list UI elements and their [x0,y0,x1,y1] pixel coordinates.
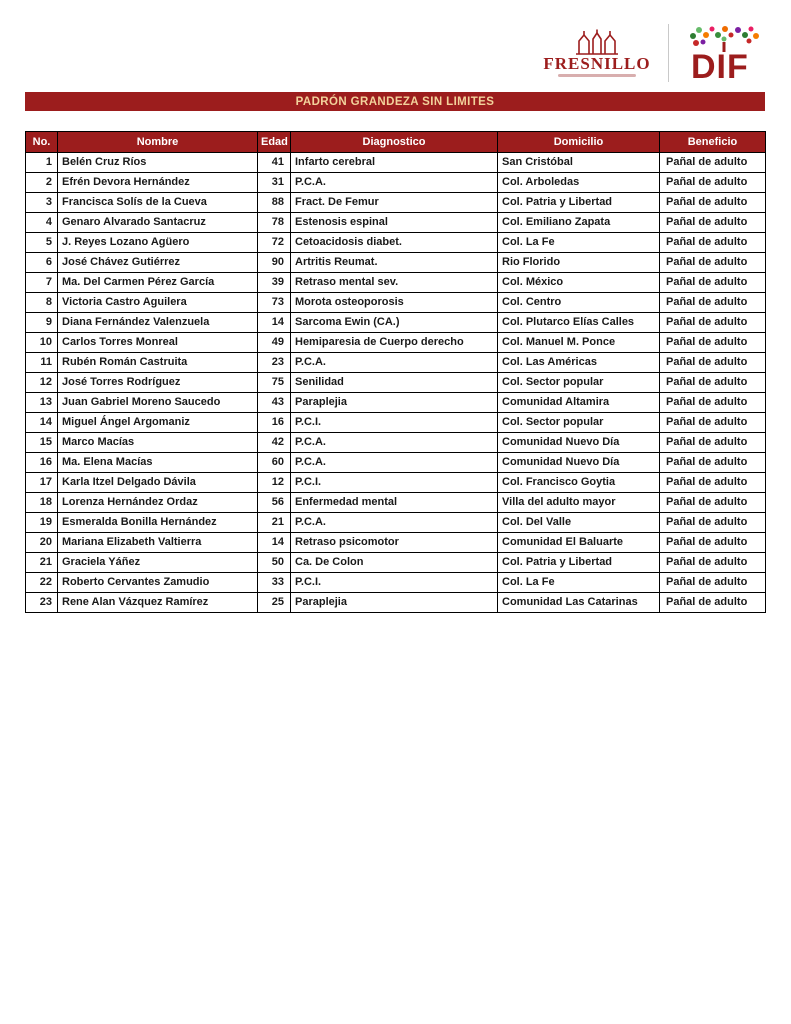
cell-diagnostico: Infarto cerebral [291,153,498,173]
cell-edad: 60 [258,453,291,473]
cell-nombre: Victoria Castro Aguilera [58,293,258,313]
column-header-nombre: Nombre [58,132,258,153]
cell-no: 21 [26,553,58,573]
cell-beneficio: Pañal de adulto [660,293,766,313]
cell-nombre: Roberto Cervantes Zamudio [58,573,258,593]
cell-beneficio: Pañal de adulto [660,333,766,353]
table-row [26,273,766,293]
column-header-beneficio: Beneficio [660,132,766,153]
cell-beneficio: Pañal de adulto [660,193,766,213]
cell-no: 12 [26,373,58,393]
cell-no: 6 [26,253,58,273]
cell-edad: 75 [258,373,291,393]
column-header-domicilio: Domicilio [498,132,660,153]
header-logos [542,22,763,84]
table-row [26,513,766,533]
cell-edad: 41 [258,153,291,173]
cell-edad: 23 [258,353,291,373]
cell-edad: 21 [258,513,291,533]
cell-nombre: Marco Macías [58,433,258,453]
table-row [26,433,766,453]
cell-nombre: Rubén Román Castruita [58,353,258,373]
cell-no: 22 [26,573,58,593]
table-row [26,493,766,513]
cell-domicilio: Col. Patria y Libertad [498,553,660,573]
cell-domicilio: Col. La Fe [498,233,660,253]
table-row [26,293,766,313]
cell-no: 14 [26,413,58,433]
logo-divider [668,24,669,82]
cell-edad: 90 [258,253,291,273]
cell-domicilio: Comunidad El Baluarte [498,533,660,553]
fresnillo-wordmark: FRESNILLO [543,53,651,73]
cell-diagnostico: Estenosis espinal [291,213,498,233]
cell-no: 20 [26,533,58,553]
cell-diagnostico: P.C.A. [291,173,498,193]
cell-diagnostico: Ca. De Colon [291,553,498,573]
cell-nombre: Esmeralda Bonilla Hernández [58,513,258,533]
cell-edad: 72 [258,233,291,253]
cell-no: 7 [26,273,58,293]
cell-no: 18 [26,493,58,513]
cell-nombre: Genaro Alvarado Santacruz [58,213,258,233]
table-row [26,553,766,573]
cell-domicilio: Col. Del Valle [498,513,660,533]
cell-edad: 49 [258,333,291,353]
table-row [26,453,766,473]
cell-nombre: Carlos Torres Monreal [58,333,258,353]
cell-edad: 78 [258,213,291,233]
cell-edad: 50 [258,553,291,573]
table-row [26,233,766,253]
cell-domicilio: Col. Francisco Goytia [498,473,660,493]
cell-nombre: Belén Cruz Ríos [58,153,258,173]
cell-beneficio: Pañal de adulto [660,373,766,393]
cell-beneficio: Pañal de adulto [660,393,766,413]
cell-edad: 14 [258,533,291,553]
table-row [26,473,766,493]
cell-diagnostico: Retraso mental sev. [291,273,498,293]
cell-domicilio: Col. Sector popular [498,373,660,393]
cell-nombre: Lorenza Hernández Ordaz [58,493,258,513]
banner-title: PADRÓN GRANDEZA SIN LIMITES [25,92,765,111]
fresnillo-building-icon [575,29,619,55]
cell-domicilio: Rio Florido [498,253,660,273]
table-row [26,173,766,193]
cell-nombre: Ma. Del Carmen Pérez García [58,273,258,293]
cell-domicilio: Comunidad Las Catarinas [498,593,660,613]
cell-nombre: Ma. Elena Macías [58,453,258,473]
cell-no: 19 [26,513,58,533]
cell-nombre: Miguel Ángel Argomaniz [58,413,258,433]
cell-no: 23 [26,593,58,613]
cell-nombre: Rene Alan Vázquez Ramírez [58,593,258,613]
cell-nombre: Graciela Yáñez [58,553,258,573]
cell-no: 10 [26,333,58,353]
cell-diagnostico: Retraso psicomotor [291,533,498,553]
cell-edad: 88 [258,193,291,213]
cell-diagnostico: P.C.A. [291,453,498,473]
fresnillo-tagline [558,74,636,77]
table-row [26,573,766,593]
cell-beneficio: Pañal de adulto [660,313,766,333]
table-row [26,393,766,413]
cell-diagnostico: P.C.A. [291,513,498,533]
cell-edad: 73 [258,293,291,313]
column-header-edad: Edad [258,132,291,153]
cell-beneficio: Pañal de adulto [660,353,766,373]
cell-no: 4 [26,213,58,233]
cell-edad: 14 [258,313,291,333]
cell-domicilio: San Cristóbal [498,153,660,173]
cell-beneficio: Pañal de adulto [660,433,766,453]
cell-beneficio: Pañal de adulto [660,473,766,493]
cell-diagnostico: Fract. De Femur [291,193,498,213]
cell-beneficio: Pañal de adulto [660,233,766,253]
table-row [26,593,766,613]
cell-domicilio: Col. Emiliano Zapata [498,213,660,233]
cell-beneficio: Pañal de adulto [660,513,766,533]
cell-beneficio: Pañal de adulto [660,593,766,613]
cell-domicilio: Col. Sector popular [498,413,660,433]
table-row [26,253,766,273]
cell-no: 5 [26,233,58,253]
table-row [26,313,766,333]
cell-domicilio: Comunidad Nuevo Día [498,433,660,453]
table-header-row [26,132,766,153]
fresnillo-logo [542,29,652,78]
table-row [26,213,766,233]
cell-domicilio: Col. La Fe [498,573,660,593]
cell-edad: 25 [258,593,291,613]
cell-beneficio: Pañal de adulto [660,453,766,473]
cell-nombre: Mariana Elizabeth Valtierra [58,533,258,553]
cell-diagnostico: P.C.A. [291,353,498,373]
cell-no: 15 [26,433,58,453]
cell-beneficio: Pañal de adulto [660,573,766,593]
table-row [26,533,766,553]
cell-no: 8 [26,293,58,313]
cell-no: 2 [26,173,58,193]
cell-edad: 16 [258,413,291,433]
cell-domicilio: Col. Plutarco Elías Calles [498,313,660,333]
cell-edad: 56 [258,493,291,513]
cell-domicilio: Col. Patria y Libertad [498,193,660,213]
cell-edad: 43 [258,393,291,413]
cell-domicilio: Col. Manuel M. Ponce [498,333,660,353]
cell-domicilio: Col. Las Américas [498,353,660,373]
cell-edad: 42 [258,433,291,453]
cell-diagnostico: Cetoacidosis diabet. [291,233,498,253]
cell-diagnostico: Enfermedad mental [291,493,498,513]
cell-beneficio: Pañal de adulto [660,413,766,433]
cell-beneficio: Pañal de adulto [660,273,766,293]
cell-beneficio: Pañal de adulto [660,153,766,173]
cell-domicilio: Villa del adulto mayor [498,493,660,513]
cell-diagnostico: Morota osteoporosis [291,293,498,313]
cell-diagnostico: P.C.A. [291,433,498,453]
cell-edad: 33 [258,573,291,593]
cell-diagnostico: Paraplejia [291,393,498,413]
cell-no: 17 [26,473,58,493]
table-row [26,413,766,433]
cell-edad: 31 [258,173,291,193]
column-header-no: No. [26,132,58,153]
cell-beneficio: Pañal de adulto [660,173,766,193]
table-row [26,373,766,393]
cell-diagnostico: Artritis Reumat. [291,253,498,273]
cell-diagnostico: Paraplejia [291,593,498,613]
cell-diagnostico: Senilidad [291,373,498,393]
cell-domicilio: Comunidad Altamira [498,393,660,413]
cell-no: 3 [26,193,58,213]
cell-no: 9 [26,313,58,333]
dif-wordmark: DIF [691,48,749,86]
cell-no: 1 [26,153,58,173]
dif-logo [685,22,763,84]
beneficiaries-table [25,131,766,613]
cell-diagnostico: Sarcoma Ewin (CA.) [291,313,498,333]
table-row [26,153,766,173]
cell-domicilio: Col. Centro [498,293,660,313]
cell-edad: 12 [258,473,291,493]
column-header-diagnostico: Diagnostico [291,132,498,153]
cell-nombre: Diana Fernández Valenzuela [58,313,258,333]
table-row [26,193,766,213]
cell-nombre: J. Reyes Lozano Agüero [58,233,258,253]
cell-nombre: Francisca Solís de la Cueva [58,193,258,213]
cell-nombre: Efrén Devora Hernández [58,173,258,193]
cell-domicilio: Col. México [498,273,660,293]
cell-beneficio: Pañal de adulto [660,253,766,273]
cell-beneficio: Pañal de adulto [660,493,766,513]
cell-diagnostico: P.C.I. [291,413,498,433]
cell-nombre: José Chávez Gutiérrez [58,253,258,273]
cell-edad: 39 [258,273,291,293]
cell-diagnostico: P.C.I. [291,473,498,493]
cell-domicilio: Comunidad Nuevo Día [498,453,660,473]
cell-beneficio: Pañal de adulto [660,213,766,233]
cell-diagnostico: Hemiparesia de Cuerpo derecho [291,333,498,353]
cell-nombre: Karla Itzel Delgado Dávila [58,473,258,493]
cell-no: 11 [26,353,58,373]
table-row [26,353,766,373]
cell-diagnostico: P.C.I. [291,573,498,593]
cell-beneficio: Pañal de adulto [660,533,766,553]
table-row [26,333,766,353]
cell-no: 16 [26,453,58,473]
cell-domicilio: Col. Arboledas [498,173,660,193]
cell-nombre: Juan Gabriel Moreno Saucedo [58,393,258,413]
cell-nombre: José Torres Rodríguez [58,373,258,393]
cell-no: 13 [26,393,58,413]
cell-beneficio: Pañal de adulto [660,553,766,573]
